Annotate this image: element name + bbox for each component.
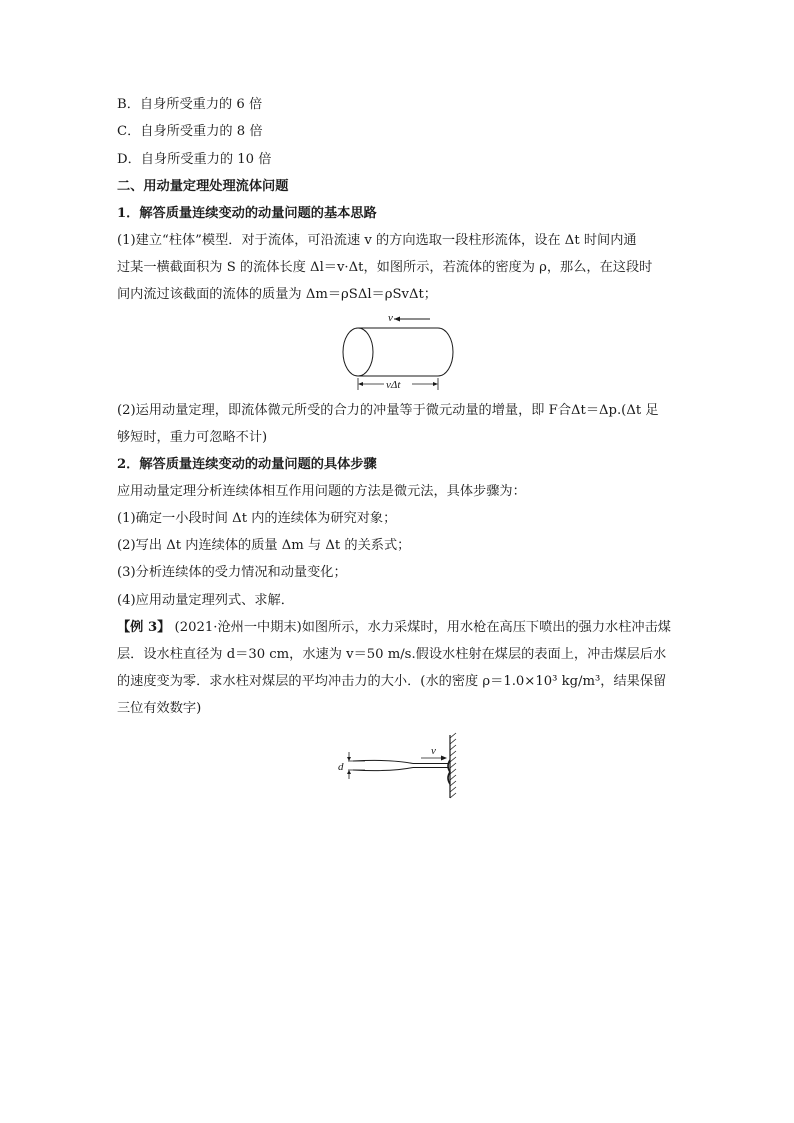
example-tag: 【例 3】 <box>117 620 171 635</box>
example-line-4: 三位有效数字) <box>117 701 202 716</box>
diameter-arrow-top-icon <box>347 757 351 761</box>
wall-hatching <box>450 733 456 798</box>
diameter-arrow-bottom-icon <box>347 770 351 774</box>
arrow-head-icon <box>394 317 400 322</box>
jet-velocity-label: v <box>431 745 436 757</box>
jet-upper-edge <box>353 760 413 763</box>
example-line-3: 的速度变为零．求水柱对煤层的平均冲击力的大小．(水的密度 ρ＝1.0×10³ kg/m³，结果保留 <box>117 674 667 689</box>
step-3: (3)分析连续体的受力情况和动量变化； <box>117 565 347 580</box>
paragraph-1-line-2: 过某一横截面积为 S 的流体长度 Δl＝v·Δt，如图所示，若流体的密度为 ρ，那么，在这段时 <box>117 260 653 275</box>
paragraph-2-line-2: 够短时，重力可忽略不计) <box>117 430 268 445</box>
dim-arrow-right-icon <box>433 382 438 386</box>
dim-arrow-left-icon <box>358 382 363 386</box>
option-b: B．自身所受重力的 6 倍 <box>117 97 263 112</box>
step-4: (4)应用动量定理列式、求解． <box>117 593 294 608</box>
subsection-2-title: 2．解答质量连续变动的动量问题的具体步骤 <box>117 457 377 472</box>
cylinder-back-face <box>438 328 453 376</box>
example-line-2: 层．设水柱直径为 d＝30 cm，水速为 v＝50 m/s.假设水柱射在煤层的表面上，冲击煤层后水 <box>117 647 667 662</box>
paragraph-1-line-1: (1)建立“柱体”模型．对于流体，可沿流速 v 的方向选取一段柱形流体，设在 Δt 时间内通 <box>117 233 637 248</box>
option-d: D．自身所受重力的 10 倍 <box>117 152 272 167</box>
paragraph-1-line-3: 间内流过该截面的流体的质量为 Δm＝ρSΔl＝ρSvΔt； <box>117 287 437 302</box>
subsection-1-title: 1．解答质量连续变动的动量问题的基本思路 <box>117 206 377 221</box>
cylinder-front-face <box>343 328 373 376</box>
water-jet-figure <box>335 730 465 800</box>
paragraph-2-line-1: (2)运用动量定理，即流体微元所受的合力的冲量等于微元动量的增量，即 F合Δt＝Δp.(Δt 足 <box>117 403 659 418</box>
section-heading: 二、用动量定理处理流体问题 <box>117 179 289 194</box>
step-1: (1)确定一小段时间 Δt 内的连续体为研究对象； <box>117 511 397 526</box>
option-c: C．自身所受重力的 8 倍 <box>117 124 263 139</box>
example-line-1 <box>117 619 671 637</box>
cylinder-length-label: vΔt <box>386 379 401 391</box>
jet-arrow-head-icon <box>441 756 447 761</box>
cylinder-figure <box>330 310 470 395</box>
example-text-1: (2021·沧州一中期末)如图所示，水力采煤时，用水枪在高压下喷出的强力水柱冲击煤 <box>174 620 671 635</box>
cylinder-velocity-label: v <box>388 312 393 324</box>
method-intro: 应用动量定理分析连续体相互作用问题的方法是微元法，具体步骤为： <box>117 484 526 499</box>
jet-lower-edge <box>353 768 413 771</box>
step-2: (2)写出 Δt 内连续体的质量 Δm 与 Δt 的关系式； <box>117 538 411 553</box>
jet-diameter-label: d <box>338 761 344 773</box>
